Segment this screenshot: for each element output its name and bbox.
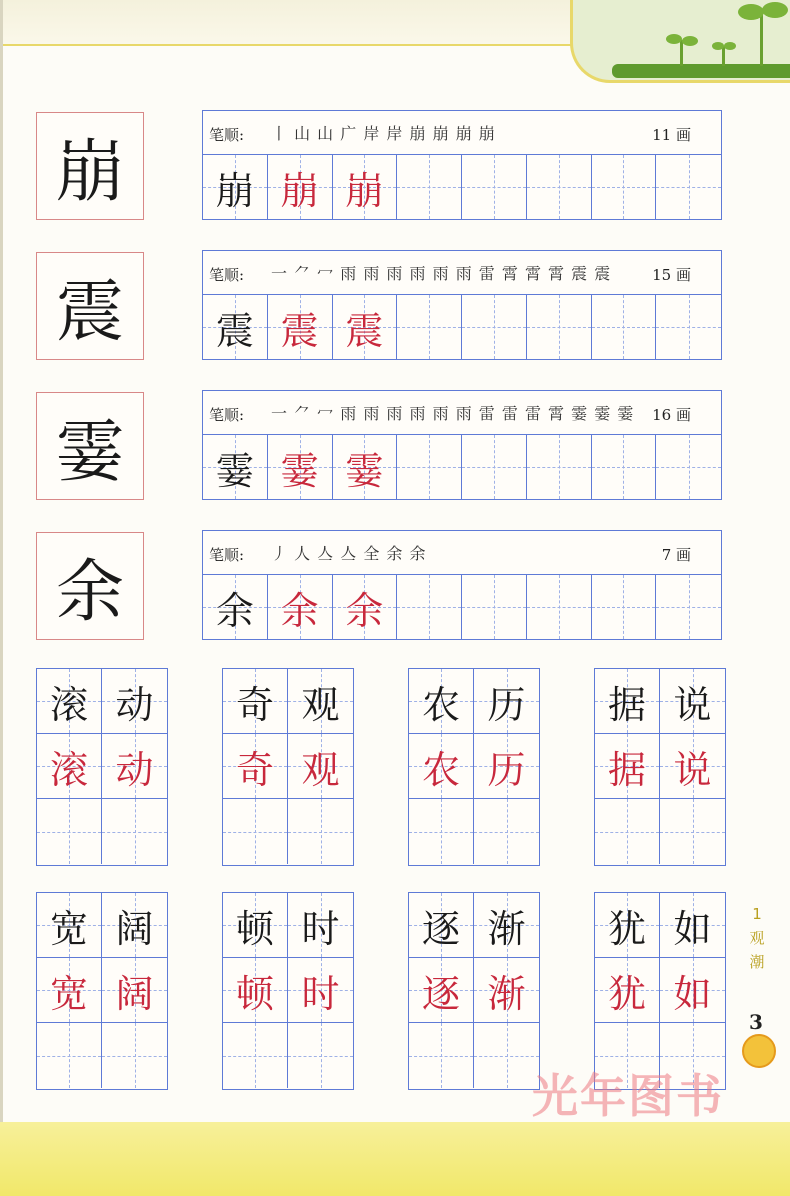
writing-cell[interactable]: [462, 155, 527, 219]
stroke-order-bar: [203, 391, 721, 435]
word-box: [36, 892, 168, 1090]
writing-cell[interactable]: [397, 435, 462, 499]
sprout-stem: [760, 14, 763, 66]
writing-cell[interactable]: [592, 295, 657, 359]
word-cell[interactable]: 农: [409, 734, 474, 799]
writing-cell[interactable]: 震: [333, 295, 398, 359]
word-cell[interactable]: 渐: [474, 893, 539, 958]
character-card: 震: [36, 252, 144, 360]
character-card: 崩: [36, 112, 144, 220]
word-cell[interactable]: 农: [409, 669, 474, 734]
cartoon-face-icon: [742, 1034, 776, 1068]
word-cell[interactable]: 逐: [409, 893, 474, 958]
writing-cell[interactable]: [397, 295, 462, 359]
word-box: [408, 668, 540, 866]
writing-cell[interactable]: 震: [268, 295, 333, 359]
word-cell[interactable]: [102, 799, 167, 864]
stroke-sequence: 丨 山 山 广 岸 岸 崩 崩 崩 崩: [271, 124, 496, 143]
word-cell[interactable]: [474, 799, 539, 864]
word-cell[interactable]: [37, 1023, 102, 1088]
word-cell[interactable]: [223, 799, 288, 864]
word-box: [594, 668, 726, 866]
lesson-title-char: 潮: [749, 953, 765, 971]
sprout-leaf-icon: [682, 36, 698, 46]
writing-cell[interactable]: 崩: [333, 155, 398, 219]
word-cell[interactable]: [474, 1023, 539, 1088]
word-cell[interactable]: [288, 799, 353, 864]
sprout-leaf-icon: [666, 34, 682, 44]
word-cell[interactable]: 历: [474, 669, 539, 734]
writing-cell[interactable]: [527, 435, 592, 499]
stroke-count: 11 画: [652, 126, 691, 144]
word-cell[interactable]: [288, 1023, 353, 1088]
word-cell[interactable]: 动: [102, 669, 167, 734]
word-cell[interactable]: 据: [595, 734, 660, 799]
practice-row: [202, 530, 722, 640]
word-cell[interactable]: 顿: [223, 958, 288, 1023]
writing-cell[interactable]: 余: [203, 575, 268, 639]
word-cell[interactable]: 观: [288, 669, 353, 734]
stroke-order-bar: [203, 251, 721, 295]
writing-cell[interactable]: [462, 295, 527, 359]
writing-cell[interactable]: [527, 575, 592, 639]
writing-cell[interactable]: 霎: [268, 435, 333, 499]
word-box: [222, 668, 354, 866]
word-cell[interactable]: [409, 1023, 474, 1088]
sprout-leaf-icon: [724, 42, 736, 50]
writing-cell[interactable]: [592, 575, 657, 639]
word-cell[interactable]: [660, 799, 725, 864]
word-cell[interactable]: [595, 799, 660, 864]
header-rule: [0, 44, 585, 46]
word-cell[interactable]: 说: [660, 669, 725, 734]
word-cell[interactable]: 滚: [37, 669, 102, 734]
practice-row: [202, 250, 722, 360]
page-edge: [0, 0, 3, 1196]
word-cell[interactable]: 据: [595, 669, 660, 734]
lesson-title-char: 观: [749, 929, 765, 947]
word-cell[interactable]: 历: [474, 734, 539, 799]
writing-cell[interactable]: [397, 575, 462, 639]
stroke-order-bar: [203, 111, 721, 155]
word-cell[interactable]: [37, 799, 102, 864]
word-cell[interactable]: 奇: [223, 734, 288, 799]
stroke-sequence: 丿 人 亼 亼 全 余 余: [271, 544, 427, 563]
sprout-leaf-icon: [738, 4, 764, 20]
writing-cell[interactable]: 余: [333, 575, 398, 639]
footer-band: [0, 1122, 790, 1196]
practice-row: [202, 390, 722, 500]
word-cell[interactable]: 阔: [102, 958, 167, 1023]
word-cell[interactable]: 时: [288, 958, 353, 1023]
lesson-label: [746, 902, 768, 974]
word-cell[interactable]: 渐: [474, 958, 539, 1023]
word-cell[interactable]: 犹: [595, 958, 660, 1023]
word-cell[interactable]: 奇: [223, 669, 288, 734]
stroke-label: 笔顺:: [209, 546, 245, 564]
character-card: 霎: [36, 392, 144, 500]
stroke-sequence: 一 ⺈ 冖 雨 雨 雨 雨 雨 雨 雷 雷 雷 霄 霎 霎 霎: [271, 404, 635, 423]
word-cell[interactable]: 动: [102, 734, 167, 799]
lesson-number: 1: [752, 905, 762, 923]
writing-cell[interactable]: [656, 155, 721, 219]
writing-cell[interactable]: [592, 435, 657, 499]
word-cell[interactable]: 宽: [37, 958, 102, 1023]
word-cell[interactable]: 时: [288, 893, 353, 958]
stroke-count: 16 画: [652, 406, 691, 424]
word-cell[interactable]: 顿: [223, 893, 288, 958]
word-cell[interactable]: 如: [660, 958, 725, 1023]
writing-cell[interactable]: 霎: [333, 435, 398, 499]
stroke-sequence: 一 ⺈ 冖 雨 雨 雨 雨 雨 雨 雷 霄 霄 霄 震 震: [271, 264, 612, 283]
word-box: [36, 668, 168, 866]
stroke-order-bar: [203, 531, 721, 575]
practice-row: [202, 110, 722, 220]
stroke-label: 笔顺:: [209, 406, 245, 424]
word-cell[interactable]: [409, 799, 474, 864]
character-card: 余: [36, 532, 144, 640]
sprout-leaf-icon: [712, 42, 724, 50]
word-cell[interactable]: [102, 1023, 167, 1088]
writing-cell[interactable]: [462, 435, 527, 499]
writing-cell[interactable]: 余: [268, 575, 333, 639]
word-cell[interactable]: [223, 1023, 288, 1088]
writing-cell[interactable]: [397, 155, 462, 219]
stroke-label: 笔顺:: [209, 126, 245, 144]
grass-decoration: [612, 64, 790, 78]
word-cell[interactable]: 说: [660, 734, 725, 799]
writing-cell[interactable]: [592, 155, 657, 219]
writing-cell[interactable]: [527, 155, 592, 219]
word-cell[interactable]: 犹: [595, 893, 660, 958]
word-cell[interactable]: 阔: [102, 893, 167, 958]
writing-cell[interactable]: [656, 295, 721, 359]
writing-cell[interactable]: 崩: [203, 155, 268, 219]
writing-cell[interactable]: 震: [203, 295, 268, 359]
stroke-label: 笔顺:: [209, 266, 245, 284]
word-cell[interactable]: 滚: [37, 734, 102, 799]
writing-cell[interactable]: 霎: [203, 435, 268, 499]
writing-cell[interactable]: [462, 575, 527, 639]
word-cell[interactable]: 宽: [37, 893, 102, 958]
stroke-count: 15 画: [652, 266, 691, 284]
word-cell[interactable]: 观: [288, 734, 353, 799]
sprout-stem: [722, 46, 725, 66]
writing-cell[interactable]: [656, 435, 721, 499]
writing-cell[interactable]: 崩: [268, 155, 333, 219]
watermark: 光年图书: [532, 1069, 724, 1123]
writing-cell[interactable]: [656, 575, 721, 639]
word-box: [408, 892, 540, 1090]
word-cell[interactable]: 如: [660, 893, 725, 958]
word-box: [222, 892, 354, 1090]
stroke-count: 7 画: [661, 546, 691, 564]
writing-cell[interactable]: [527, 295, 592, 359]
page-number: 3: [749, 1010, 763, 1034]
word-cell[interactable]: 逐: [409, 958, 474, 1023]
sprout-leaf-icon: [762, 2, 788, 18]
